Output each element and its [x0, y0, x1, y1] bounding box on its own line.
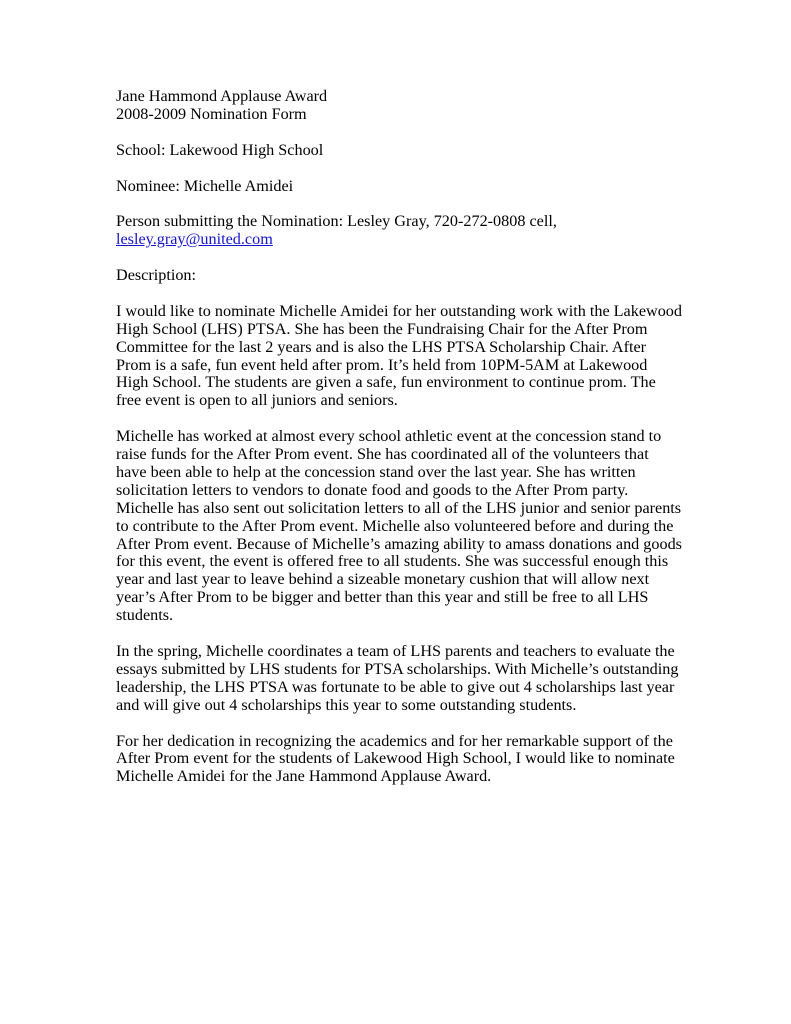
document-title-block: [116, 88, 682, 124]
body-paragraph-4: For her dedication in recognizing the academics and for her remarkable support of the After Prom event for the students of Lakewood High School, I would like to nominate Michelle Amidei for the Jane Hammond Applause Award.: [116, 731, 675, 786]
body-paragraph-3: In the spring, Michelle coordinates a team of LHS parents and teachers to evaluate the essays submitted by LHS students for PTSA scholarships. With Michelle’s outstanding leadership, the LHS PTSA was fortunate to be able to give out 4 scholarships last year and will give out 4 scholarships this year to some outstanding students.: [116, 641, 679, 714]
form-year-title: 2008-2009 Nomination Form: [116, 104, 307, 123]
description-label-text: Description:: [116, 266, 197, 284]
nominee-value: Nominee: Michelle Amidei: [116, 176, 294, 195]
document-body: [116, 88, 682, 786]
award-title: Jane Hammond Applause Award: [116, 87, 328, 105]
school-value: School: Lakewood High School: [116, 140, 324, 159]
school-field: [116, 142, 682, 160]
nominee-field: [116, 178, 682, 196]
submitter-value: Person submitting the Nomination: Lesley Gray, 720-272-0808 cell,: [116, 212, 557, 231]
description-label: [116, 267, 682, 285]
body-paragraph-2: Michelle has worked at almost every school athletic event at the concession stand to raise funds for the After Prom event. She has coordinated all of the volunteers that have been able to help at the concession stand over the last year. She has written solicitation letters to vendors to donate food and goods to the After Prom party. Michelle has also sent out solicitation letters to all of the LHS junior and senior parents to contribute to the After Prom event. Michelle also volunteered before and during the After Prom event. Because of Michelle’s amazing ability to amass donations and goods for this event, the event is offered free to all students. She was successful enough this year and last year to leave behind a sizeable monetary cushion that will allow next year’s After Prom to be bigger and better than this year and still be free to all LHS students.: [116, 427, 682, 625]
body-paragraph-1: I would like to nominate Michelle Amidei for her outstanding work with the Lakewood High School (LHS) PTSA. She has been the Fundraising Chair for the After Prom Committee for the last 2 years and is also the LHS PTSA Scholarship Chair. After Prom is a safe, fun event held after prom. It’s held from 10PM-5AM at Lakewood High School. The students are given a safe, fun environment to continue prom. The free event is open to all juniors and seniors.: [116, 301, 682, 410]
submitter-field: [116, 213, 682, 249]
submitter-email-link[interactable]: lesley.gray@united.com: [116, 230, 273, 249]
